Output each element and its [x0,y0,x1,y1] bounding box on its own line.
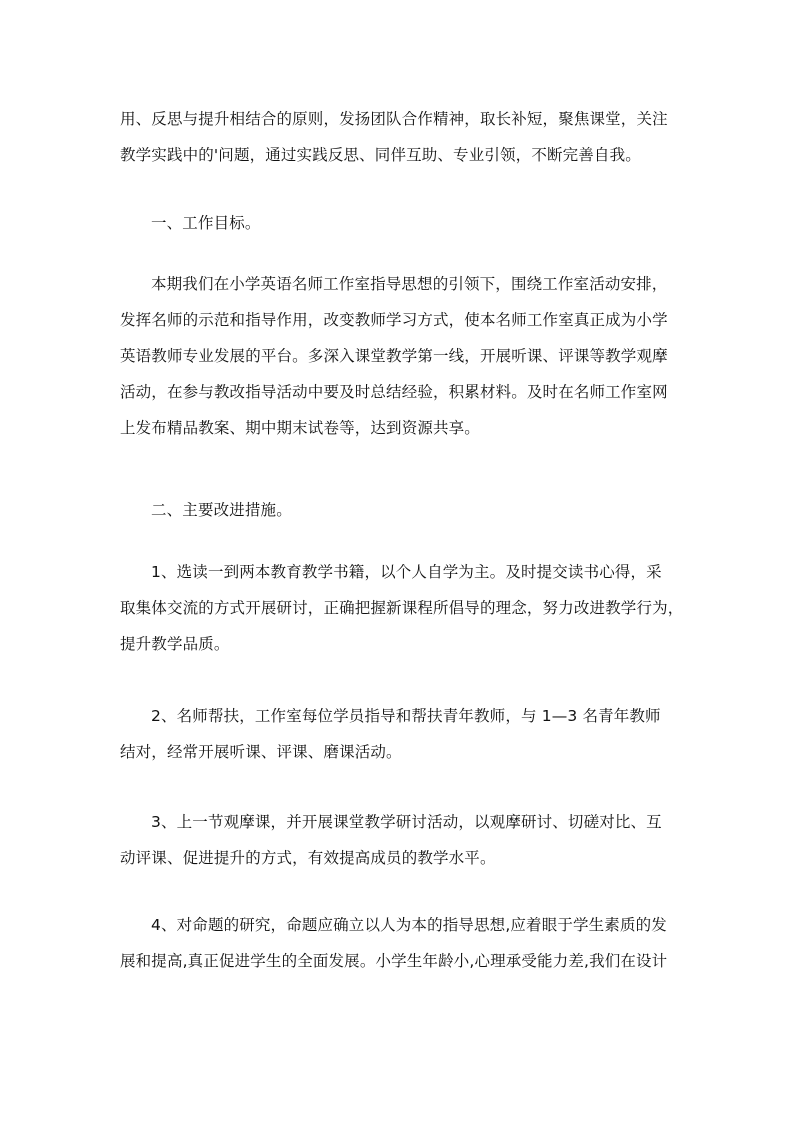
text-line: 英语教师专业发展的平台。多深入课堂教学第一线，开展听课、评课等教学观摩 [120,347,668,365]
text-line: 本期我们在小学英语名师工作室指导思想的引领下，围绕工作室活动安排， [151,275,668,293]
text-line: 上发布精品教案、期中期末试卷等，达到资源共享。 [120,419,480,437]
text-line: 教学实践中的'问题，通过实践反思、同伴互助、专业引领，不断完善自我。 [120,146,641,164]
goals-paragraph [120,266,680,446]
text-line: 展和提高,真正促进学生的全面发展。小学生年龄小,心理承受能力差,我们在设计 [120,952,668,970]
text-line: 4、对命题的研究，命题应确立以人为本的指导思想,应着眼于学生素质的发 [151,916,667,934]
text-line: 发挥名师的示范和指导作用，改变教师学习方式，使本名师工作室真正成为小学 [120,311,668,329]
text-line: 3、上一节观摩课，并开展课堂教学研讨活动，以观摩研讨、切磋对比、互 [151,813,662,831]
text-line: 结对，经常开展听课、评课、磨课活动。 [120,743,402,761]
measure-4-paragraph [120,907,680,979]
text-line: 活动，在参与教改指导活动中要及时总结经验，积累材料。及时在名师工作室网 [120,383,668,401]
text-line: 提升教学品质。 [120,635,230,653]
text-line: 动评课、促进提升的方式，有效提高成员的教学水平。 [120,849,496,867]
measure-1-paragraph [120,554,684,662]
measure-3-paragraph [120,804,680,876]
heading-text: 一、工作目标。 [151,214,261,232]
section-heading-measures [120,492,680,528]
intro-paragraph [120,101,680,173]
text-line: 用、反思与提升相结合的原则，发扬团队合作精神，取长补短，聚焦课堂，关注 [120,110,668,128]
text-line: 取集体交流的方式开展研讨，正确把握新课程所倡导的理念，努力改进教学行为， [120,599,684,617]
measure-2-paragraph [120,698,680,770]
section-heading-goals [120,205,680,241]
heading-text: 二、主要改进措施。 [151,501,292,519]
text-line: 2、名师帮扶，工作室每位学员指导和帮扶青年教师，与 1—3 名青年教师 [151,707,661,725]
text-line: 1、选读一到两本教育教学书籍，以个人自学为主。及时提交读书心得，采 [151,563,662,581]
